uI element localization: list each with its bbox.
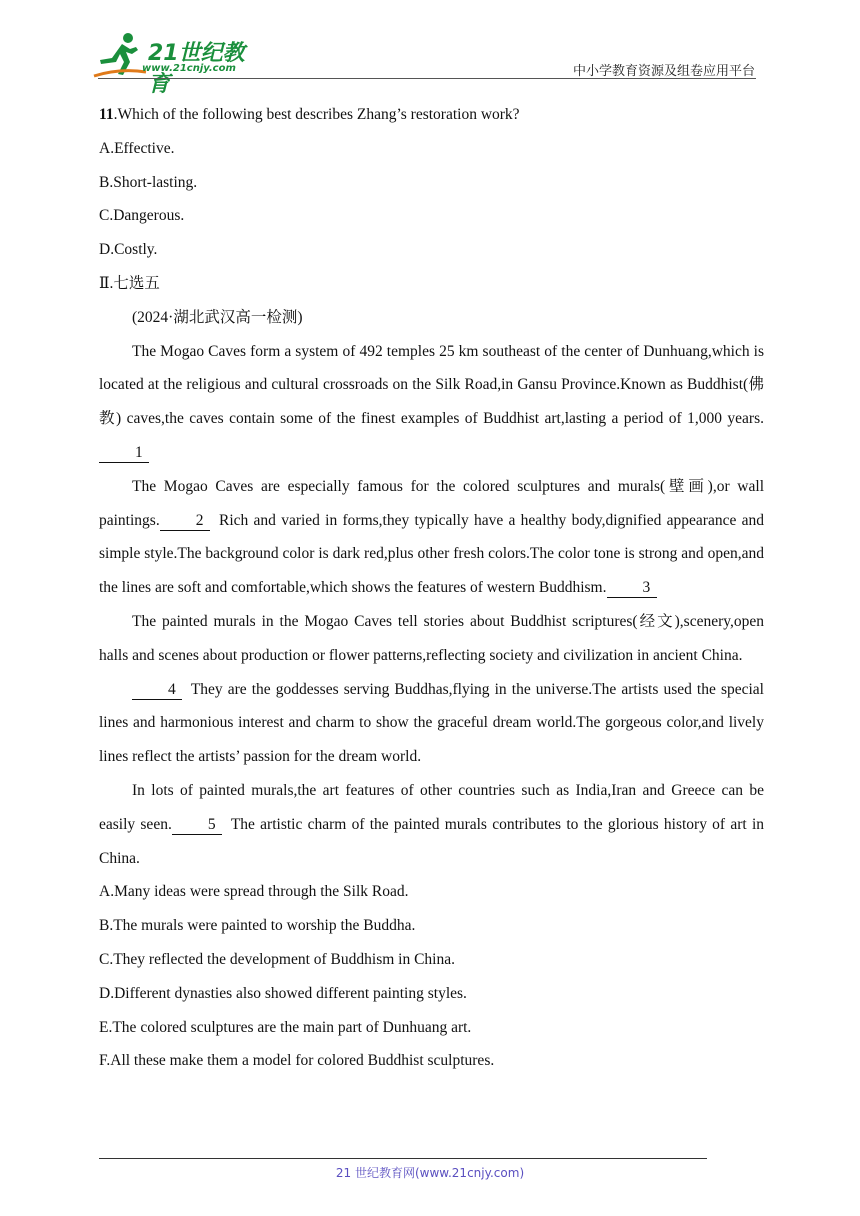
question-11 <box>99 98 764 132</box>
blank-3: 3 <box>607 579 657 598</box>
passage-paragraph-1 <box>99 335 764 470</box>
logo-text: 21世纪教育 <box>148 41 245 97</box>
choice-b: B.The murals were painted to worship the Buddha. <box>99 917 416 935</box>
passage-paragraph-2 <box>99 470 764 605</box>
section-title: Ⅱ.七选五 <box>99 274 160 292</box>
option-d: D.Costly. <box>99 241 158 259</box>
blank-1: 1 <box>99 444 149 463</box>
passage-paragraph-5 <box>99 774 764 875</box>
logo-url: www.21cnjy.com <box>142 63 236 74</box>
page-header <box>0 0 860 97</box>
paragraph-text: Rich and varied in forms,they typically have a healthy body,dignified appearance and simple style.The background color is dark red,plus other fresh colors.The color tone is strong and open,and the lines are soft and comfortable,which shows the features of western Buddhism. <box>99 511 765 597</box>
option-c: C.Dangerous. <box>99 207 185 225</box>
question-stem: .Which of the following best describes Zhang’s restoration work? <box>113 106 520 123</box>
choice-a: A.Many ideas were spread through the Silk Road. <box>99 883 409 901</box>
passage-paragraph-3: The painted murals in the Mogao Caves tell stories about Buddhist scriptures(经文),scenery,open halls and scenes about production or flower patterns,reflecting society and civilization in ancient China. <box>99 612 764 664</box>
option-a: A.Effective. <box>99 139 175 157</box>
blank-5: 5 <box>172 816 222 835</box>
passage-paragraph-4 <box>99 673 764 774</box>
document-body <box>99 98 764 1078</box>
choice-d: D.Different dynasties also showed different painting styles. <box>99 984 467 1002</box>
blank-2: 2 <box>160 512 210 531</box>
choice-e: E.The colored sculptures are the main part of Dunhuang art. <box>99 1018 472 1036</box>
choice-f: F.All these make them a model for colored Buddhist sculptures. <box>99 1052 495 1070</box>
paragraph-text: The Mogao Caves form a system of 492 temples 25 km southeast of the center of Dunhuang,which is located at the religious and cultural crossroads on the Silk Road,in Gansu Province.Known as Buddhist(佛教) caves,the caves contain some of the finest examples of Buddhist art,lasting a period of 1,000 years. <box>99 342 764 428</box>
page-footer: 21 世纪教育网(www.21cnjy.com) <box>335 1166 525 1180</box>
paragraph-text: The artistic charm of the painted murals contributes to the glorious history of art in China. <box>99 815 765 867</box>
header-divider <box>98 78 756 79</box>
section-source: (2024·湖北武汉高一检测) <box>132 308 303 326</box>
question-number: 11 <box>99 106 114 123</box>
footer-divider <box>99 1158 707 1159</box>
runner-icon <box>92 32 148 80</box>
paragraph-text: They are the goddesses serving Buddhas,flying in the universe.The artists used the special lines and harmonious interest and charm to show the graceful dream world.The gorgeous color,and lively lines reflect the artists’ passion for the dream world. <box>99 680 764 766</box>
site-logo <box>92 32 262 97</box>
choice-c: C.They reflected the development of Buddhism in China. <box>99 950 455 968</box>
paragraph-text: The Mogao Caves are especially famous for the colored sculptures and murals(壁画),or wall paintings. <box>99 477 764 529</box>
option-b: B.Short-lasting. <box>99 173 198 191</box>
blank-4: 4 <box>132 681 182 700</box>
platform-name: 中小学教育资源及组卷应用平台 <box>572 64 755 79</box>
paragraph-text: In lots of painted murals,the art features of other countries such as India,Iran and Greece can be easily seen. <box>99 781 764 833</box>
